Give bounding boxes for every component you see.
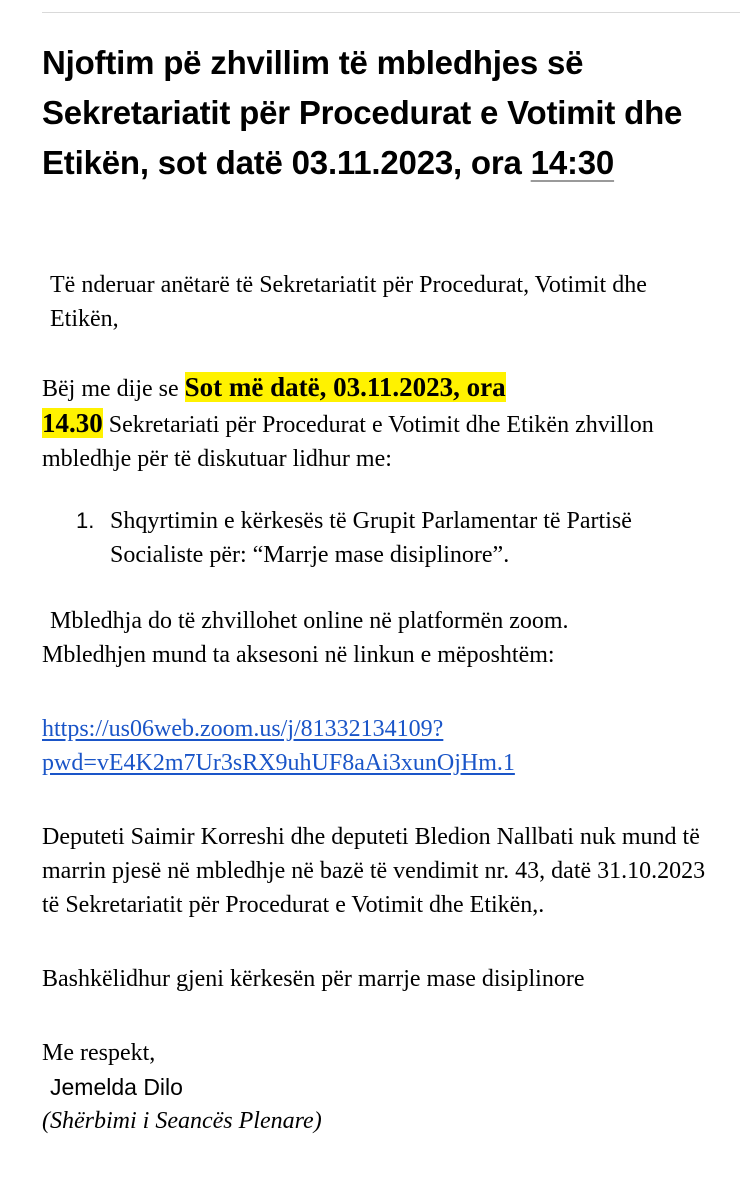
signature-closing: Me respekt, (42, 1040, 156, 1066)
email-body (42, 268, 712, 1138)
agenda-item-text: Shqyrtimin e kërkesës të Grupit Parlamentar të Partisë Socialiste për: “Marrje mase disiplinore”. (110, 508, 632, 568)
zoom-link-line-2[interactable]: pwd=vE4K2m7Ur3sRX9uhUF8aAi3xunOjHm.1 (42, 750, 515, 776)
online-line-2: Mbledhjen mund ta aksesoni në linkun e mëposhtëm: (42, 642, 555, 668)
subject-time-link[interactable]: 14:30 (530, 144, 615, 181)
online-meeting-note (42, 604, 712, 672)
subject-title: Njoftim pë zhvillim të mbledhjes së Sekretariatit për Procedurat e Votimit dhe Etikën, sot datë 03.11.2023, ora (42, 44, 683, 181)
agenda-list (42, 504, 712, 572)
intro-paragraph (42, 370, 712, 476)
agenda-item (42, 504, 712, 572)
greeting: Të nderuar anëtarë të Sekretariatit për Procedurat, Votimit dhe Etikën, (50, 272, 647, 332)
restriction-paragraph: Deputeti Saimir Korreshi dhe deputeti Bledion Nallbati nuk mund të marrin pjesë në mbledhje në bazë të vendimit nr. 43, datë 31.10.2023 të Sekretariatit për Procedurat e Votimit dhe Etikën,. (42, 824, 706, 918)
top-divider (42, 12, 740, 13)
zoom-link-line-1[interactable]: https://us06web.zoom.us/j/81332134109? (42, 716, 444, 742)
intro-suffix: Sekretariati për Procedurat e Votimit dhe Etikën zhvillon mbledhje për të diskutuar lidhur me: (42, 412, 654, 472)
signature-name: Jemelda Dilo (50, 1074, 183, 1100)
highlighted-time: 14.30 (42, 408, 103, 438)
online-line-1: Mbledhja do të zhvillohet online në platformën zoom. (50, 608, 569, 634)
zoom-meeting-link[interactable] (42, 712, 712, 780)
agenda-item-number: 1. (76, 508, 95, 533)
attachment-note: Bashkëlidhur gjeni kërkesën për marrje mase disiplinore (42, 966, 585, 992)
signature-block (42, 1036, 712, 1138)
signature-department: (Shërbimi i Seancës Plenare) (42, 1108, 322, 1134)
intro-prefix: Bëj me dije se (42, 376, 185, 402)
highlighted-date: Sot më datë, 03.11.2023, ora (184, 372, 506, 402)
email-subject (42, 38, 702, 188)
